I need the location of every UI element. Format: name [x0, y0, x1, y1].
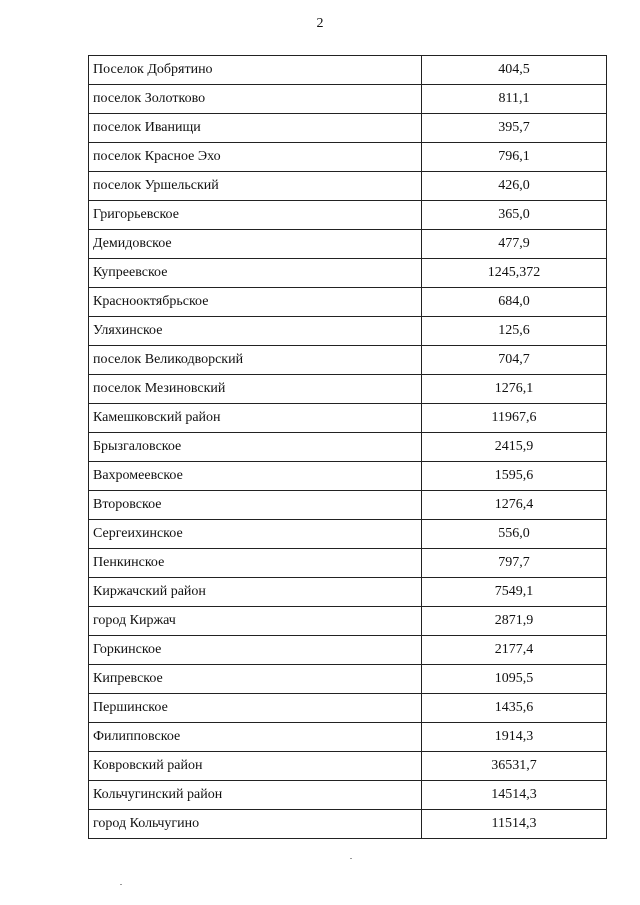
table-row [89, 694, 607, 723]
table-row [89, 85, 607, 114]
row-value-cell: 404,5 [422, 56, 607, 85]
row-name-cell: поселок Золотково [89, 85, 422, 114]
row-name-cell: Кипревское [89, 665, 422, 694]
row-value-cell: 7549,1 [422, 578, 607, 607]
row-name-cell: Пенкинское [89, 549, 422, 578]
row-name-cell: Григорьевское [89, 201, 422, 230]
row-value-cell: 1595,6 [422, 462, 607, 491]
row-name-cell: Второвское [89, 491, 422, 520]
table-row [89, 520, 607, 549]
table-row [89, 346, 607, 375]
row-name-cell: Кольчугинский район [89, 781, 422, 810]
row-name-cell: Камешковский район [89, 404, 422, 433]
row-value-cell: 365,0 [422, 201, 607, 230]
row-name-cell: поселок Иванищи [89, 114, 422, 143]
row-name-cell: Уляхинское [89, 317, 422, 346]
table-row [89, 607, 607, 636]
scan-speck [350, 858, 352, 859]
row-name-cell: Краснооктябрьское [89, 288, 422, 317]
table-row [89, 549, 607, 578]
table-row [89, 578, 607, 607]
row-value-cell: 1095,5 [422, 665, 607, 694]
row-value-cell: 125,6 [422, 317, 607, 346]
row-name-cell: Сергеихинское [89, 520, 422, 549]
row-name-cell: Ковровский район [89, 752, 422, 781]
row-value-cell: 1435,6 [422, 694, 607, 723]
table-row [89, 288, 607, 317]
row-name-cell: поселок Мезиновский [89, 375, 422, 404]
row-value-cell: 811,1 [422, 85, 607, 114]
row-value-cell: 684,0 [422, 288, 607, 317]
row-name-cell: поселок Красное Эхо [89, 143, 422, 172]
row-value-cell: 797,7 [422, 549, 607, 578]
table-row [89, 491, 607, 520]
row-value-cell: 704,7 [422, 346, 607, 375]
row-value-cell: 11514,3 [422, 810, 607, 839]
scan-speck [120, 884, 122, 885]
table-row [89, 172, 607, 201]
table-row [89, 433, 607, 462]
row-value-cell: 11967,6 [422, 404, 607, 433]
row-value-cell: 1245,372 [422, 259, 607, 288]
table-row [89, 781, 607, 810]
row-name-cell: город Киржач [89, 607, 422, 636]
table-row [89, 752, 607, 781]
row-name-cell: Горкинское [89, 636, 422, 665]
row-value-cell: 36531,7 [422, 752, 607, 781]
row-value-cell: 2177,4 [422, 636, 607, 665]
row-name-cell: Купреевское [89, 259, 422, 288]
row-name-cell: Демидовское [89, 230, 422, 259]
table-row [89, 375, 607, 404]
table-row [89, 230, 607, 259]
row-value-cell: 1276,4 [422, 491, 607, 520]
data-table [88, 55, 607, 839]
row-value-cell: 796,1 [422, 143, 607, 172]
row-value-cell: 2871,9 [422, 607, 607, 636]
row-value-cell: 14514,3 [422, 781, 607, 810]
row-name-cell: поселок Великодворский [89, 346, 422, 375]
table-row [89, 723, 607, 752]
row-name-cell: Першинское [89, 694, 422, 723]
row-name-cell: Поселок Добрятино [89, 56, 422, 85]
table-row [89, 462, 607, 491]
row-name-cell: поселок Уршельский [89, 172, 422, 201]
table-row [89, 259, 607, 288]
table-row [89, 810, 607, 839]
row-value-cell: 477,9 [422, 230, 607, 259]
row-value-cell: 1276,1 [422, 375, 607, 404]
row-name-cell: Вахромеевское [89, 462, 422, 491]
row-name-cell: город Кольчугино [89, 810, 422, 839]
row-value-cell: 1914,3 [422, 723, 607, 752]
row-name-cell: Киржачский район [89, 578, 422, 607]
table-body [89, 56, 607, 839]
row-name-cell: Брызгаловское [89, 433, 422, 462]
table-row [89, 143, 607, 172]
table-row [89, 404, 607, 433]
table-row [89, 56, 607, 85]
page-number: 2 [316, 16, 324, 31]
row-value-cell: 2415,9 [422, 433, 607, 462]
row-name-cell: Филипповское [89, 723, 422, 752]
table-row [89, 317, 607, 346]
table-row [89, 665, 607, 694]
row-value-cell: 426,0 [422, 172, 607, 201]
row-value-cell: 395,7 [422, 114, 607, 143]
table-row [89, 636, 607, 665]
table-row [89, 201, 607, 230]
row-value-cell: 556,0 [422, 520, 607, 549]
table-row [89, 114, 607, 143]
